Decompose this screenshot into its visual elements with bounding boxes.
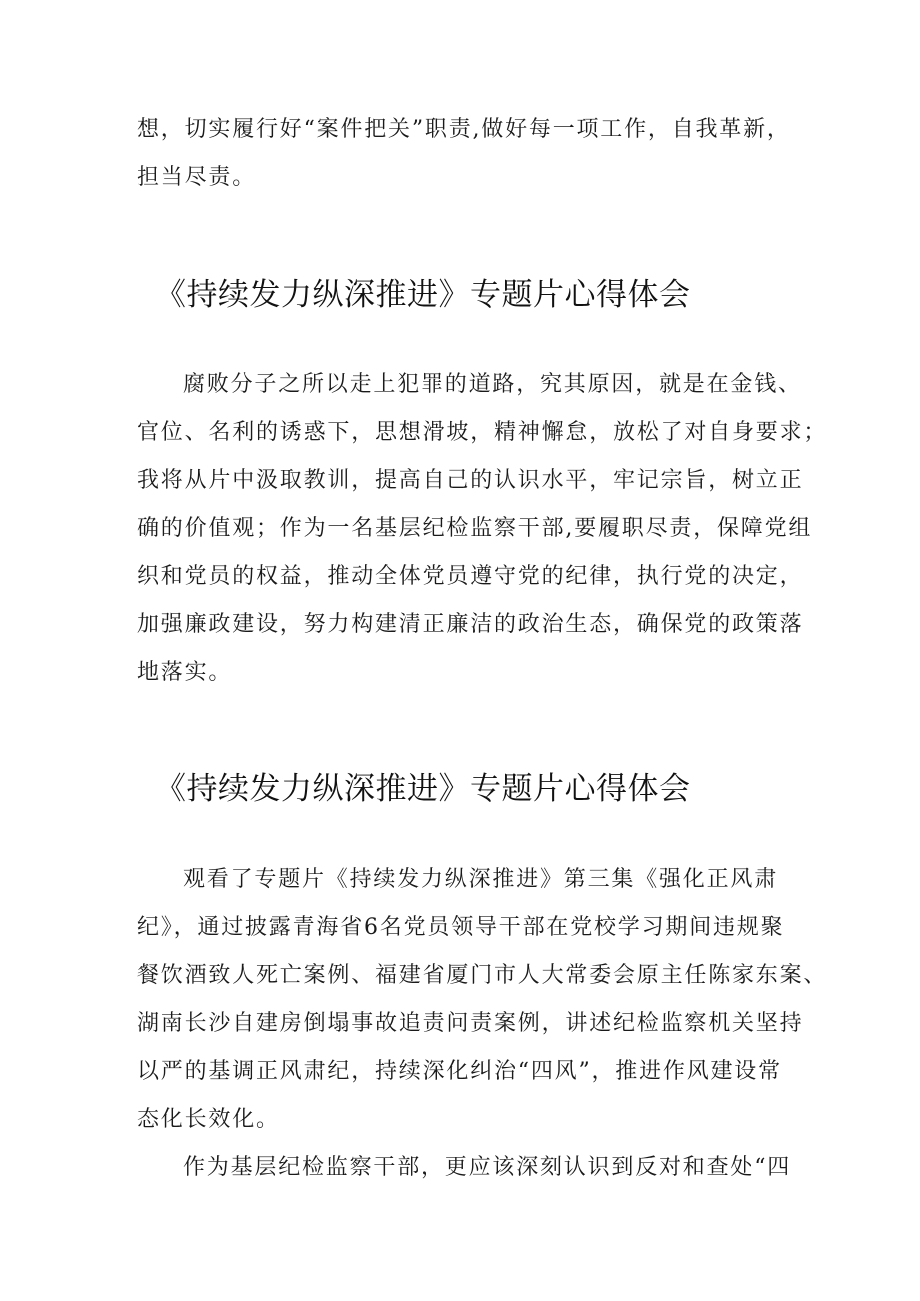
text-line: 确的价值观；作为一名基层纪检监察干部,要履职尽责，保障党组 <box>137 516 813 541</box>
text-line: 以严的基调正风肃纪，持续深化纠治“四风”，推进作风建设常 <box>137 1059 782 1084</box>
text-line: 织和党员的权益，推动全体党员遵守党的纪律，执行党的决定， <box>137 564 804 589</box>
section-title: 《持续发力纵深推进》专题片心得体会 <box>155 277 691 313</box>
text-line: 纪》，通过披露青海省6名党员领导干部在党校学习期间违规聚 <box>137 915 785 940</box>
text-line: 观看了专题片《持续发力纵深推进》第三集《强化正风肃 <box>183 867 779 892</box>
text-line: 加强廉政建设，努力构建清正廉洁的政治生态，确保党的政策落 <box>137 612 804 637</box>
text-line: 想，切实履行好“案件把关”职责,做好每一项工作，自我革新， <box>137 117 791 142</box>
text-line: 我将从片中汲取教训，提高自己的认识水平，牢记宗旨，树立正 <box>137 468 804 493</box>
section-title: 《持续发力纵深推进》专题片心得体会 <box>155 771 691 807</box>
text-line: 腐败分子之所以走上犯罪的道路，究其原因，就是在金钱、 <box>183 372 802 397</box>
text-line: 餐饮酒致人死亡案例、福建省厦门市人大常委会原主任陈家东案、 <box>137 963 828 988</box>
text-line: 态化长效化。 <box>137 1107 280 1132</box>
text-line: 作为基层纪检监察干部，更应该深刻认识到反对和查处“四 <box>183 1155 792 1180</box>
text-line: 湖南长沙自建房倒塌事故追责问责案例，讲述纪检监察机关坚持 <box>137 1011 804 1036</box>
text-line: 官位、名利的诱惑下，思想滑坡，精神懈怠，放松了对自身要求； <box>137 420 828 445</box>
text-line: 担当尽责。 <box>137 165 257 190</box>
text-line: 地落实。 <box>137 660 233 685</box>
